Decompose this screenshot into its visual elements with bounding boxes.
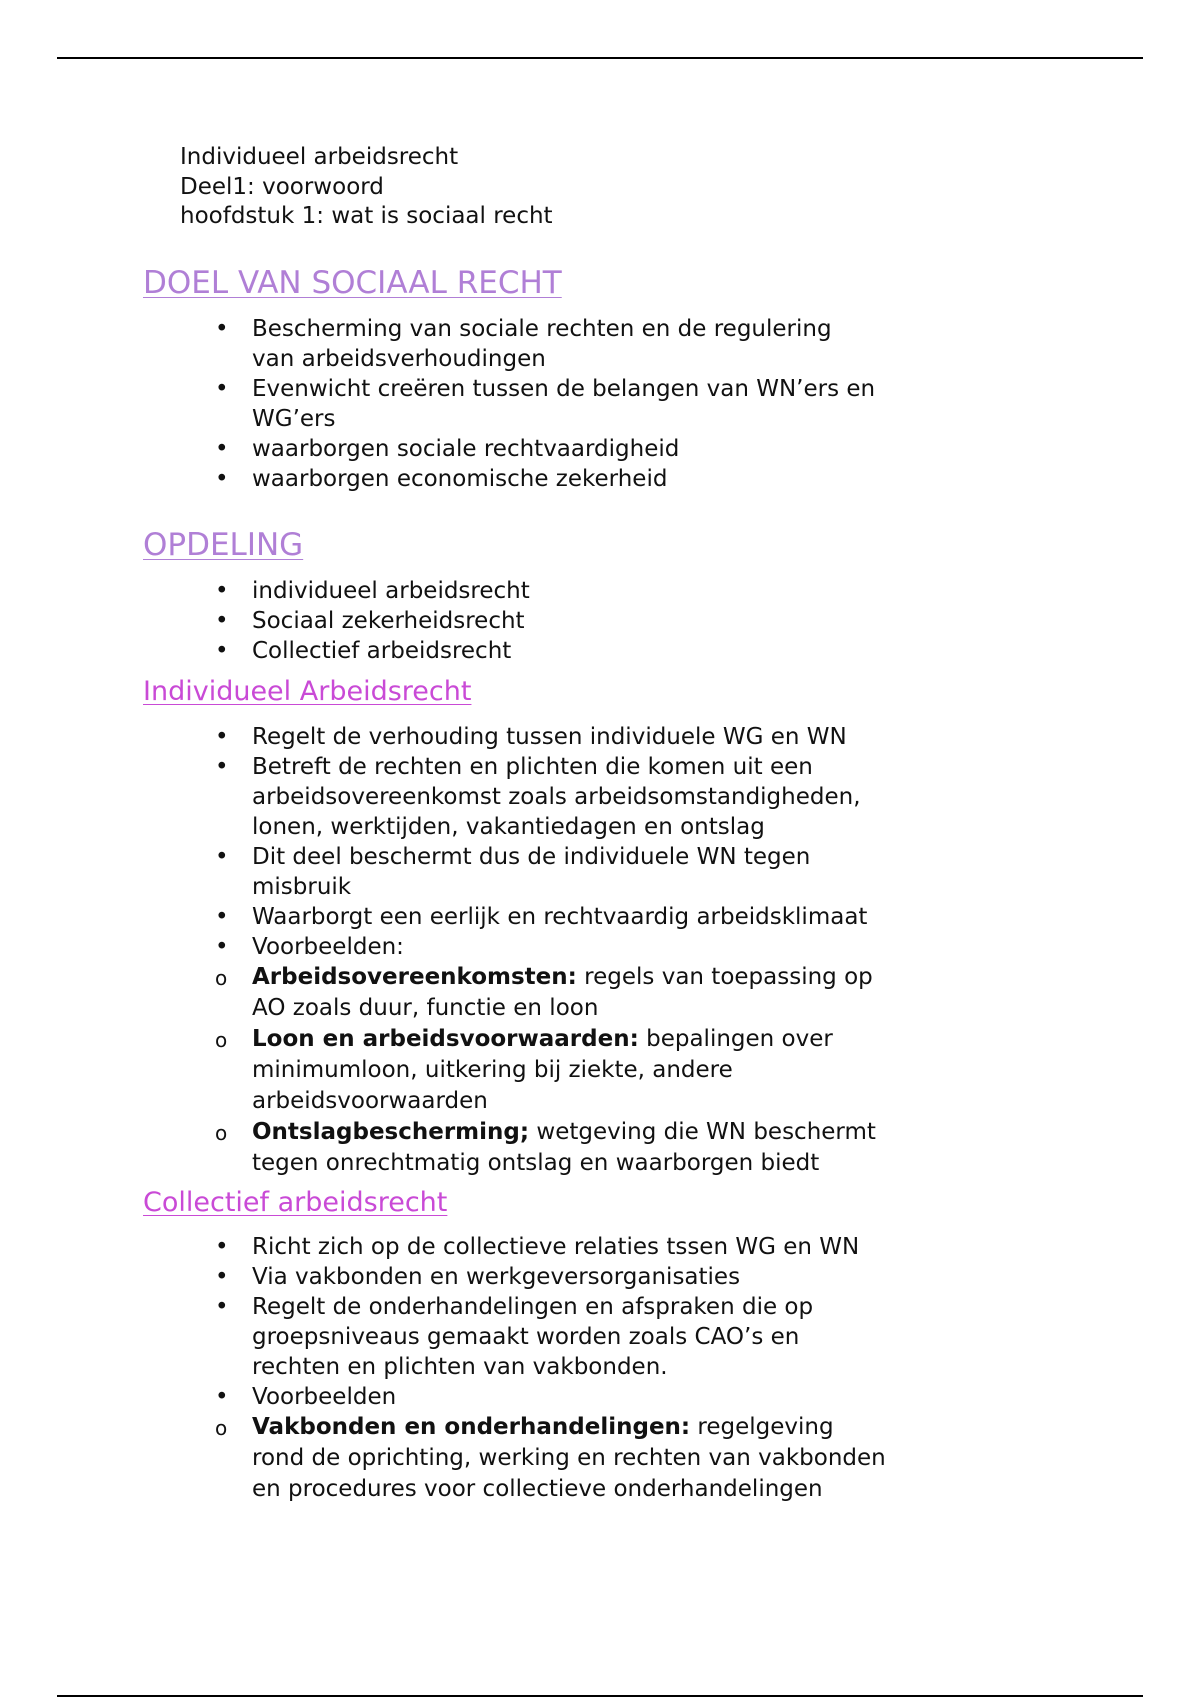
bullet-marker: • <box>215 1294 229 1320</box>
bullet-marker: • <box>215 638 229 664</box>
sub-bullet-marker: o <box>215 966 228 990</box>
document-subject: Individueel arbeidsrecht <box>180 144 459 170</box>
bullet-marker: • <box>215 1264 229 1290</box>
list-item: • waarborgen sociale rechtvaardigheid <box>215 436 680 462</box>
bullet-marker: • <box>215 724 229 750</box>
list-item: • Bescherming van sociale rechten en de regulering van arbeidsverhoudingen <box>215 316 832 372</box>
doel-list <box>0 314 912 494</box>
bullet-marker: • <box>215 904 229 930</box>
heading-doel: DOEL VAN SOCIAAL RECHT <box>143 265 562 301</box>
bullet-marker: • <box>215 754 229 780</box>
list-item: • Dit deel beschermt dus de individuele WN tegen misbruik <box>215 844 811 900</box>
sub-bullet-marker: o <box>215 1028 228 1052</box>
bullet-marker: • <box>215 376 229 402</box>
sub-bullet-marker: o <box>215 1416 228 1440</box>
list-item: • Evenwicht creëren tussen de belangen van WN’ers en WG’ers <box>215 376 876 432</box>
heading-opdeling: OPDELING <box>143 527 304 563</box>
bullet-marker: • <box>215 608 229 634</box>
list-item: • waarborgen economische zekerheid <box>215 466 668 492</box>
list-item: • individueel arbeidsrecht <box>215 578 530 604</box>
bullet-marker: • <box>215 934 229 960</box>
bullet-marker: • <box>215 578 229 604</box>
sub-list-item: o Ontslagbescherming; wetgeving die WN beschermt tegen onrechtmatig ontslag en waarborgen biedt <box>215 1119 876 1176</box>
list-item: • Voorbeelden: <box>215 934 404 960</box>
part-title: Deel1: voorwoord <box>180 174 384 200</box>
sub-list-item: o Vakbonden en onderhandelingen: regelgeving rond de oprichting, werking en rechten van vakbonden en procedures voor collectieve onderhandelingen <box>215 1414 886 1502</box>
opdeling-list <box>0 576 912 666</box>
collectief-list <box>0 1232 912 1505</box>
chapter-title: hoofdstuk 1: wat is sociaal recht <box>180 203 553 229</box>
bullet-marker: • <box>215 1234 229 1260</box>
bullet-marker: • <box>215 466 229 492</box>
list-item: • Betreft de rechten en plichten die komen uit een arbeidsovereenkomst zoals arbeidsomstandigheden, lonen, werktijden, vakantiedagen en ontslag <box>215 754 861 840</box>
list-item: • Richt zich op de collectieve relaties tssen WG en WN <box>215 1234 860 1260</box>
list-item: • Sociaal zekerheidsrecht <box>215 608 525 634</box>
list-item: • Voorbeelden <box>215 1384 397 1410</box>
sub-list-item: o Arbeidsovereenkomsten: regels van toepassing op AO zoals duur, functie en loon <box>215 964 873 1021</box>
list-item: • Regelt de verhouding tussen individuele WG en WN <box>215 724 847 750</box>
bullet-marker: • <box>215 436 229 462</box>
heading-collectief-arbeidsrecht: Collectief arbeidsrecht <box>143 1187 448 1218</box>
list-item: • Regelt de onderhandelingen en afspraken die op groepsniveaus gemaakt worden zoals CAO’s en rechten en plichten van vakbonden. <box>215 1294 814 1380</box>
sub-bullet-marker: o <box>215 1121 228 1145</box>
list-item: • Via vakbonden en werkgeversorganisaties <box>215 1264 741 1290</box>
sub-list-item: o Loon en arbeidsvoorwaarden: bepalingen over minimumloon, uitkering bij ziekte, andere arbeidsvoorwaarden <box>215 1026 833 1114</box>
bottom-divider <box>57 1695 1143 1697</box>
bullet-marker: • <box>215 1384 229 1410</box>
bullet-marker: • <box>215 844 229 870</box>
individueel-list <box>0 722 917 1179</box>
heading-individueel-arbeidsrecht: Individueel Arbeidsrecht <box>143 676 472 707</box>
list-item: • Waarborgt een eerlijk en rechtvaardig arbeidsklimaat <box>215 904 868 930</box>
list-item: • Collectief arbeidsrecht <box>215 638 512 664</box>
bullet-marker: • <box>215 316 229 342</box>
